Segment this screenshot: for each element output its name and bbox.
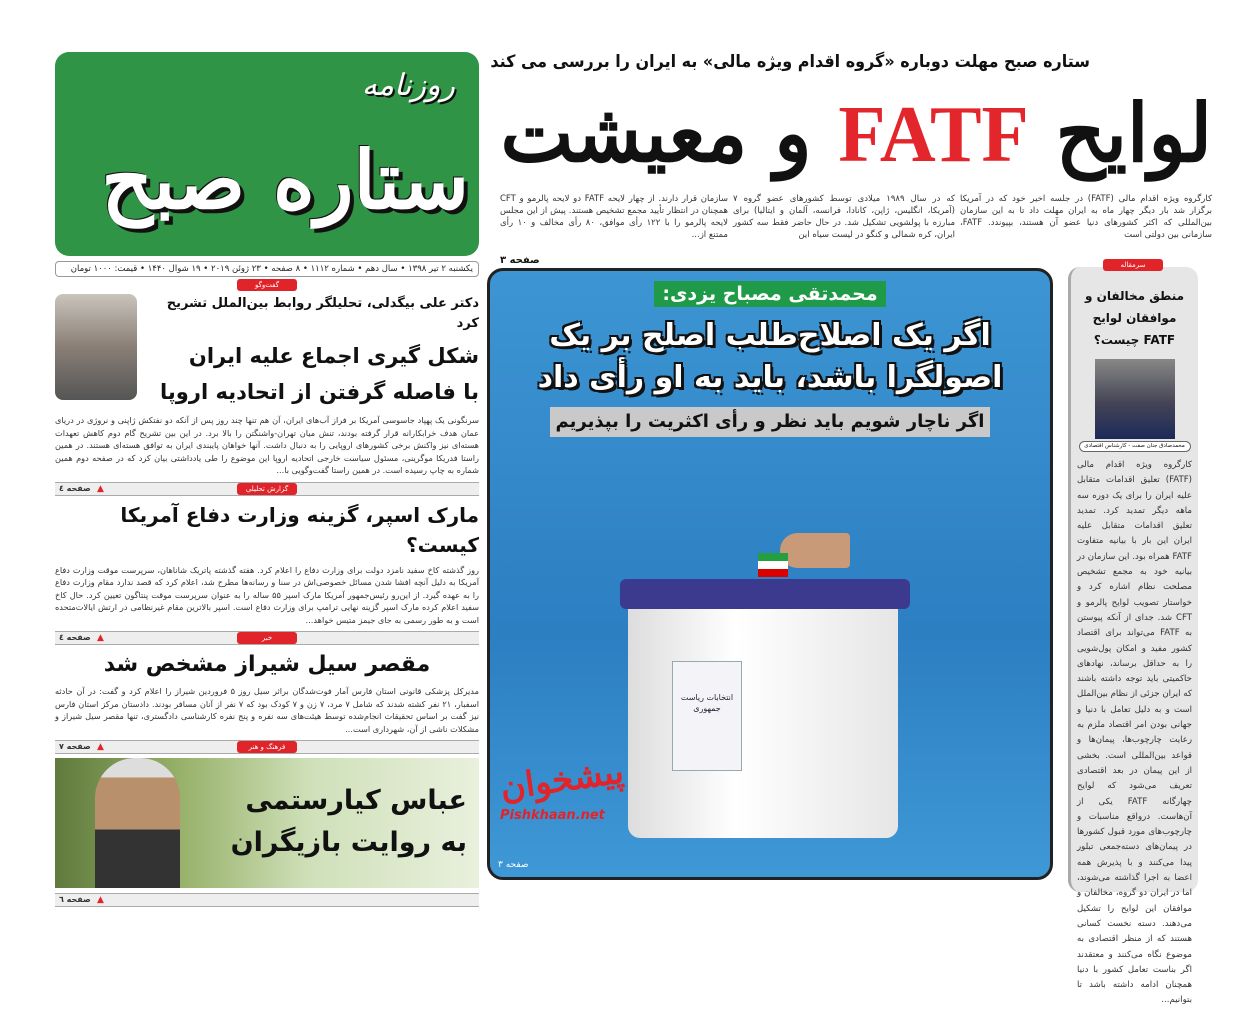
main-tag: محمدتقی مصباح یزدی: xyxy=(654,281,885,307)
editorial-column xyxy=(1068,267,1198,1006)
bigdeli-photo xyxy=(55,294,137,400)
dateline-text: یکشنبه ۲ تیر ۱۳۹۸ • سال دهم • شماره ۱۱۱۲ • ۸ صفحه • ۲۳ ژوئن ۲۰۱۹ • ۱۹ شوال ۱۴۴۰ • قیمت: ۱۰۰۰ تومان xyxy=(70,264,473,274)
main-subheadline: اگر ناچار شویم باید نظر و رأی اکثریت را بپذیریم xyxy=(550,407,990,437)
kiarostami-photo xyxy=(95,758,180,888)
chevron-up-icon: ▲ xyxy=(97,483,104,494)
editorial-title[interactable]: منطق مخالفان و موافقان لوایح FATF چیست؟ xyxy=(1084,289,1185,347)
page-ref[interactable]: صفحه ۳ xyxy=(498,860,529,870)
voter-hand xyxy=(780,533,850,568)
logo-subtitle: روزنامه xyxy=(361,68,455,103)
story-body: روز گذشته کاخ سفید نامزد دولت برای وزارت دفاع را اعلام کرد. هفته گذشته پاتریک شاناهان، سرپرست موقت وزارت دفاع آمریکا به دلیل آنچه افشا شدن مسائل خصوصی‌اش در سنا و رسانه‌ها مطرح شد، اعلام کرد که قصد ندارد مقام وزارت دفاع را به عهده گیرد. از این‌رو رئیس‌جمهور آمریکا مارک اسپر ۵۵ ساله را به عنوان سرپرست موقت پنتاگون تعیین کرد. حال کاخ سفید اعلام کرده مارک اسپر گزینه نهایی ترامپ برای وزارت دفاع است. اسپر بالاترین مقام غیرنظامی در ارتش ایالات‌متحده است و به طور رسمی به جای جیمز متیس خواهد... xyxy=(55,564,479,625)
lead-kicker: ستاره صبح مهلت دوباره «گروه اقدام ویژه مالی» به ایران را بررسی می کند xyxy=(490,52,1090,72)
story-headline-2[interactable]: با فاصله گرفتن از اتحادیه اروپا xyxy=(160,380,479,404)
section-tab: سرمقاله xyxy=(1103,259,1163,271)
headline-fatf: FATF xyxy=(838,91,1029,179)
story-headline[interactable]: مقصر سیل شیراز مشخص شد xyxy=(103,652,431,677)
watermark-logo: پیشخوان xyxy=(497,751,627,809)
ballot-label: انتخابات ریاست جمهوری xyxy=(672,661,742,771)
chevron-up-icon: ▲ xyxy=(97,742,104,752)
lead-headline xyxy=(500,78,1212,190)
headline-part: و معیشت xyxy=(500,86,839,180)
page-ref[interactable]: صفحه ٤ xyxy=(59,633,91,642)
lead-col-3: سازمان قرار دارند. از چهار لایحه FATF دو لایحه پالرمو و CFT همچنان در انتظار تأیید مجمع تشخیص هستند. پیش از این مجلس لایحه پالرمو را با ۱۲۲ رأی موافق، ۸۰ رأی مخالف و ۱۰ رأی ممتنع از... xyxy=(500,194,728,240)
story-body: مدیرکل پزشکی قانونی استان فارس آمار فوت‌شدگان براثر سیل روز ۵ فروردین شیراز را اعلام کرد و گفت: در آن حادثه اسفبار، ۲۱ نفر کشته شدند که شامل ۷ مرد، ۷ زن و ۷ کودک بود که ۷ نفر از آنان مسافر بودند. دادستان مرکز استان فارس نیز گفت بر اساس تحقیقات انجام‌شده توسط هیئت‌های سه نفره و پنج نفره کارشناسی دادگستری، تنها مقصر سیل شیراز و مشکلات ناشی از آن، شهرداری است... xyxy=(55,686,479,734)
main-headline: اگر یک اصلاح‌طلب اصلح بر یک اصولگرا باشد، باید به او رأی داد xyxy=(537,318,1003,395)
section-tab: گزارش تحلیلی xyxy=(237,483,297,495)
ballot-box-lid xyxy=(620,579,910,609)
page-ref[interactable]: صفحه ٦ xyxy=(59,895,91,904)
feature-headline-1: عباس کیارستمی xyxy=(245,785,467,816)
kiarostami-feature[interactable] xyxy=(55,758,479,888)
feature-headline-2: به روایت بازیگران xyxy=(230,827,467,858)
section-tab: فرهنگ و هنر xyxy=(237,741,297,753)
newspaper-logo xyxy=(55,52,479,256)
author-photo xyxy=(1095,359,1175,439)
section-divider xyxy=(55,631,479,645)
author-caption: محمدصادق جنان صفت - کارشناس اقتصادی xyxy=(1079,441,1191,452)
story-interview xyxy=(55,294,479,408)
watermark-url: Pishkhaan.net xyxy=(500,808,605,823)
feature-headline xyxy=(231,780,467,864)
iran-flag-icon xyxy=(758,553,788,577)
page-ref[interactable]: صفحه ۷ xyxy=(59,742,91,751)
story-headline[interactable]: مارک اسپر، گزینه وزارت دفاع آمریکا کیست؟ xyxy=(120,502,479,557)
story-kicker: دکتر علی بیگدلی، تحلیلگر روابط بین‌الملل تشریح کرد xyxy=(166,296,479,331)
logo-title: ستاره صبح xyxy=(101,133,469,227)
section-tab: گفت‌وگو xyxy=(237,279,297,291)
dateline xyxy=(55,261,479,277)
story-body: سرنگونی یک پهپاد جاسوسی آمریکا بر فراز آب‌های ایران، آن هم تنها چند روز پس از آنکه دو نفتکش ژاپنی و نروژی در دریای عمان هدف خرابکارانه قرار گرفته بودند، تنش میان تهران-واشنگتن را بالا برد. در این بین تشریح گام دوم کاهش تعهدات هسته‌ای نیز واکنش برخی کشورهای اروپایی را به دنبال داشت. آنها خواهان پایبندی ایران به توافق هسته‌ای هستند. در همین راستا فدریکا موگرینی، مسئول سیاست خارجی اتحادیه اروپا این موضوع را طی یادداشتی بیان کرد که در صفحه دوم همین شماره به چاپ رسیده است. در همین راستا گفت‌وگویی با... xyxy=(55,415,479,475)
lead-page-ref[interactable]: صفحه ۳ xyxy=(500,255,540,266)
left-column xyxy=(55,279,479,911)
lead-col-2: که در سال ۱۹۸۹ میلادی توسط کشورهای عضو گروه ۷ (آمریکا، انگلیس، ژاپن، کانادا، فرانسه، آلمان و ایتالیا) برای مبارزه با پولشویی تشکیل شد. در حال حاضر فقط سه کشور ایران، کره شمالی و کنگو در لیست سیاه این xyxy=(733,194,955,240)
editorial-body: کارگروه ویژه اقدام مالی (FATF) تعلیق اقدامات متقابل علیه ایران را برای یک دوره سه ماهه دیگر تمدید کرد. تمدید تعلیق اقدامات متقابل علیه ایران این بار با بیانیه متفاوت FATF همراه بود. این سازمان در بیانیه خود به مجمع تشخیص مصلحت نظام اشاره کرد و خواستار تصویب لوایح پالرمو و CFT شد. جدای از آنکه پیوستن به FATF می‌تواند برای اقتصاد کشور مفید و امکان پول‌شویی را به حداقل برساند، نهادهای حاکمیتی باید توجه داشته باشند که ایران جزئی از نظام بین‌الملل است و به دلیل تعامل با دنیا و جهانی بودن امر اقتصاد ملزم به رعایت چارچوب‌ها، پیمان‌ها و قواعد بین‌المللی است. بخشی از این پیمان در بعد اقتصادی تعریف می‌شود که لوایح چهارگانه FATF یکی از آن‌هاست. درواقع مناسبات و چارچوب‌های مورد قبول کشورها در پیمان‌های دسته‌جمعی تبلور پیدا می‌کنند و با پذیرش همه اعضا به اجرا گذاشته می‌شوند، اما در ایران دو گروه، مخالفان و موافقان این لوایح را تشکیل می‌دهند. دسته نخست کسانی هستند که از منظر اقتصادی به موضوع نگاه می‌کنند و معتقدند اگر بناست تعامل کشور با دنیا همچنان ادامه داشته باشد تا بتوانیم... xyxy=(1077,460,1192,1006)
story-headline[interactable]: شکل گیری اجماع علیه ایران xyxy=(188,344,479,368)
section-divider xyxy=(55,482,479,496)
page-ref[interactable]: صفحه ٤ xyxy=(59,483,91,493)
chevron-up-icon: ▲ xyxy=(97,633,104,643)
section-divider xyxy=(55,893,479,907)
ballot-box xyxy=(628,593,898,838)
headline-part: لوایح xyxy=(1028,86,1212,180)
section-tab: خبر xyxy=(237,632,297,644)
section-divider xyxy=(55,740,479,754)
chevron-up-icon: ▲ xyxy=(97,895,104,905)
lead-col-1: کارگروه ویژه اقدام مالی (FATF) در جلسه اخیر خود که در آمریکا برگزار شد بار دیگر چهار ماه به ایران مهلت داد تا به این سازمان بین‌المللی که اکثر کشورهای دنیا عضو آن هستند، بپیوندد. FATF، سازمانی بین دولتی است xyxy=(960,194,1212,240)
